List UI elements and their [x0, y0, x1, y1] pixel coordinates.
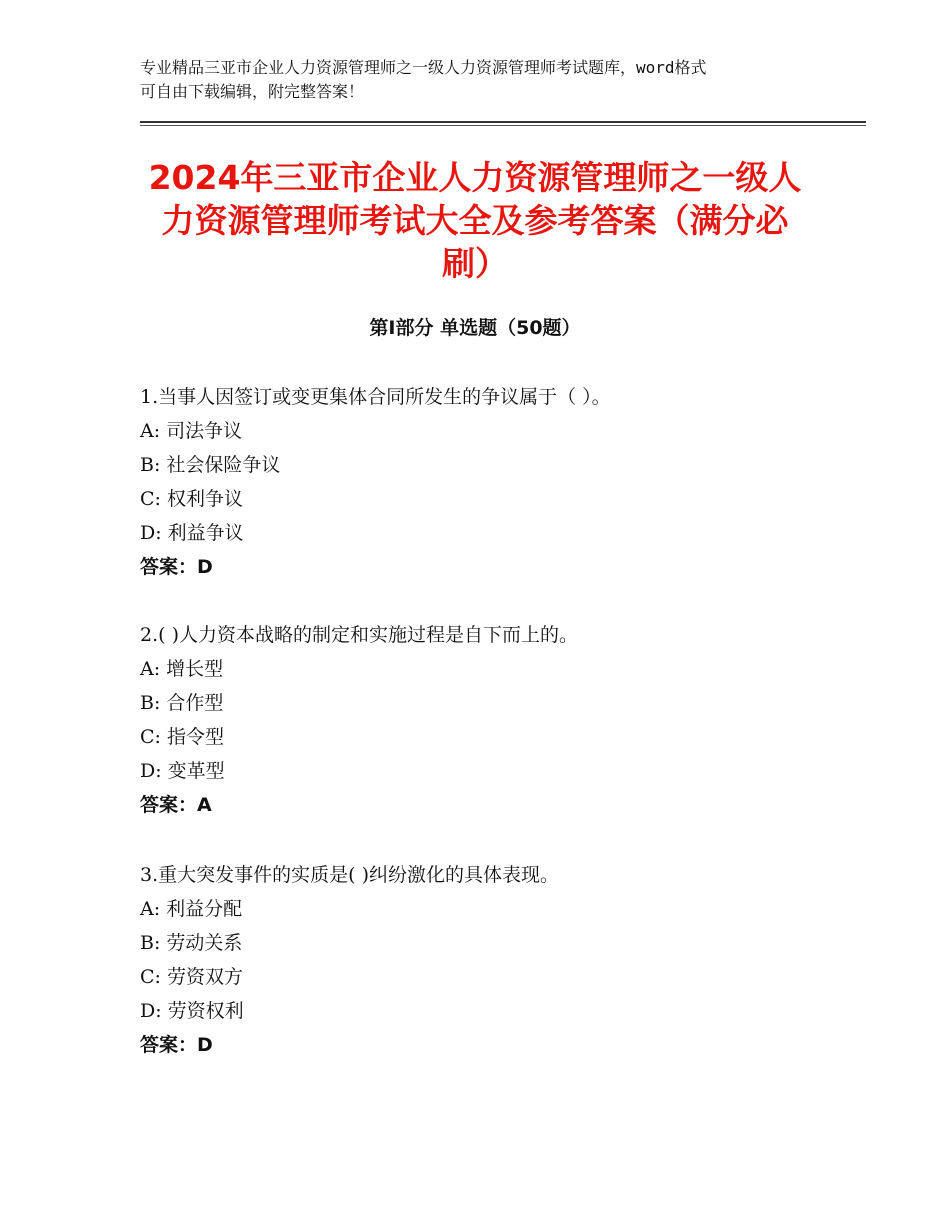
header-divider-thin: [140, 125, 866, 126]
option-c: C: 劳资双方: [140, 966, 243, 988]
question-stem: 3.重大突发事件的实质是( )纠纷激化的具体表现。: [140, 864, 559, 886]
option-a: A: 利益分配: [140, 898, 243, 920]
option-d: D: 变革型: [140, 760, 225, 782]
question-2: [140, 618, 840, 822]
option-d: D: 利益争议: [140, 522, 244, 544]
option-c: C: 权利争议: [140, 488, 243, 510]
header-note: [140, 56, 820, 104]
document-title-line-1: 2024年三亚市企业人力资源管理师之一级人: [148, 158, 802, 197]
section-title: 第Ⅰ部分 单选题（50题）: [369, 317, 581, 339]
option-b: B: 合作型: [140, 692, 224, 714]
option-b: B: 劳动关系: [140, 932, 243, 954]
document-title: [130, 156, 820, 285]
document-title-line-2: 力资源管理师考试大全及参考答案（满分必: [161, 201, 789, 240]
option-b: B: 社会保险争议: [140, 454, 281, 476]
header-divider-thick: [140, 121, 866, 123]
option-c: C: 指令型: [140, 726, 224, 748]
question-1: [140, 380, 840, 584]
option-d: D: 劳资权利: [140, 1000, 244, 1022]
option-a: A: 增长型: [140, 658, 224, 680]
question-stem: 1.当事人因签订或变更集体合同所发生的争议属于（ ）。: [140, 386, 611, 408]
header-note-line-2: 可自由下载编辑，附完整答案！: [140, 82, 365, 101]
document-title-line-3: 刷）: [442, 244, 508, 283]
answer-label: 答案：A: [140, 794, 212, 816]
answer-label: 答案：D: [140, 556, 213, 578]
option-a: A: 司法争议: [140, 420, 243, 442]
question-3: [140, 858, 840, 1062]
question-stem: 2.( )人力资本战略的制定和实施过程是自下而上的。: [140, 624, 578, 646]
answer-label: 答案：D: [140, 1034, 213, 1056]
header-note-line-1: 专业精品三亚市企业人力资源管理师之一级人力资源管理师考试题库，word格式: [140, 58, 707, 77]
